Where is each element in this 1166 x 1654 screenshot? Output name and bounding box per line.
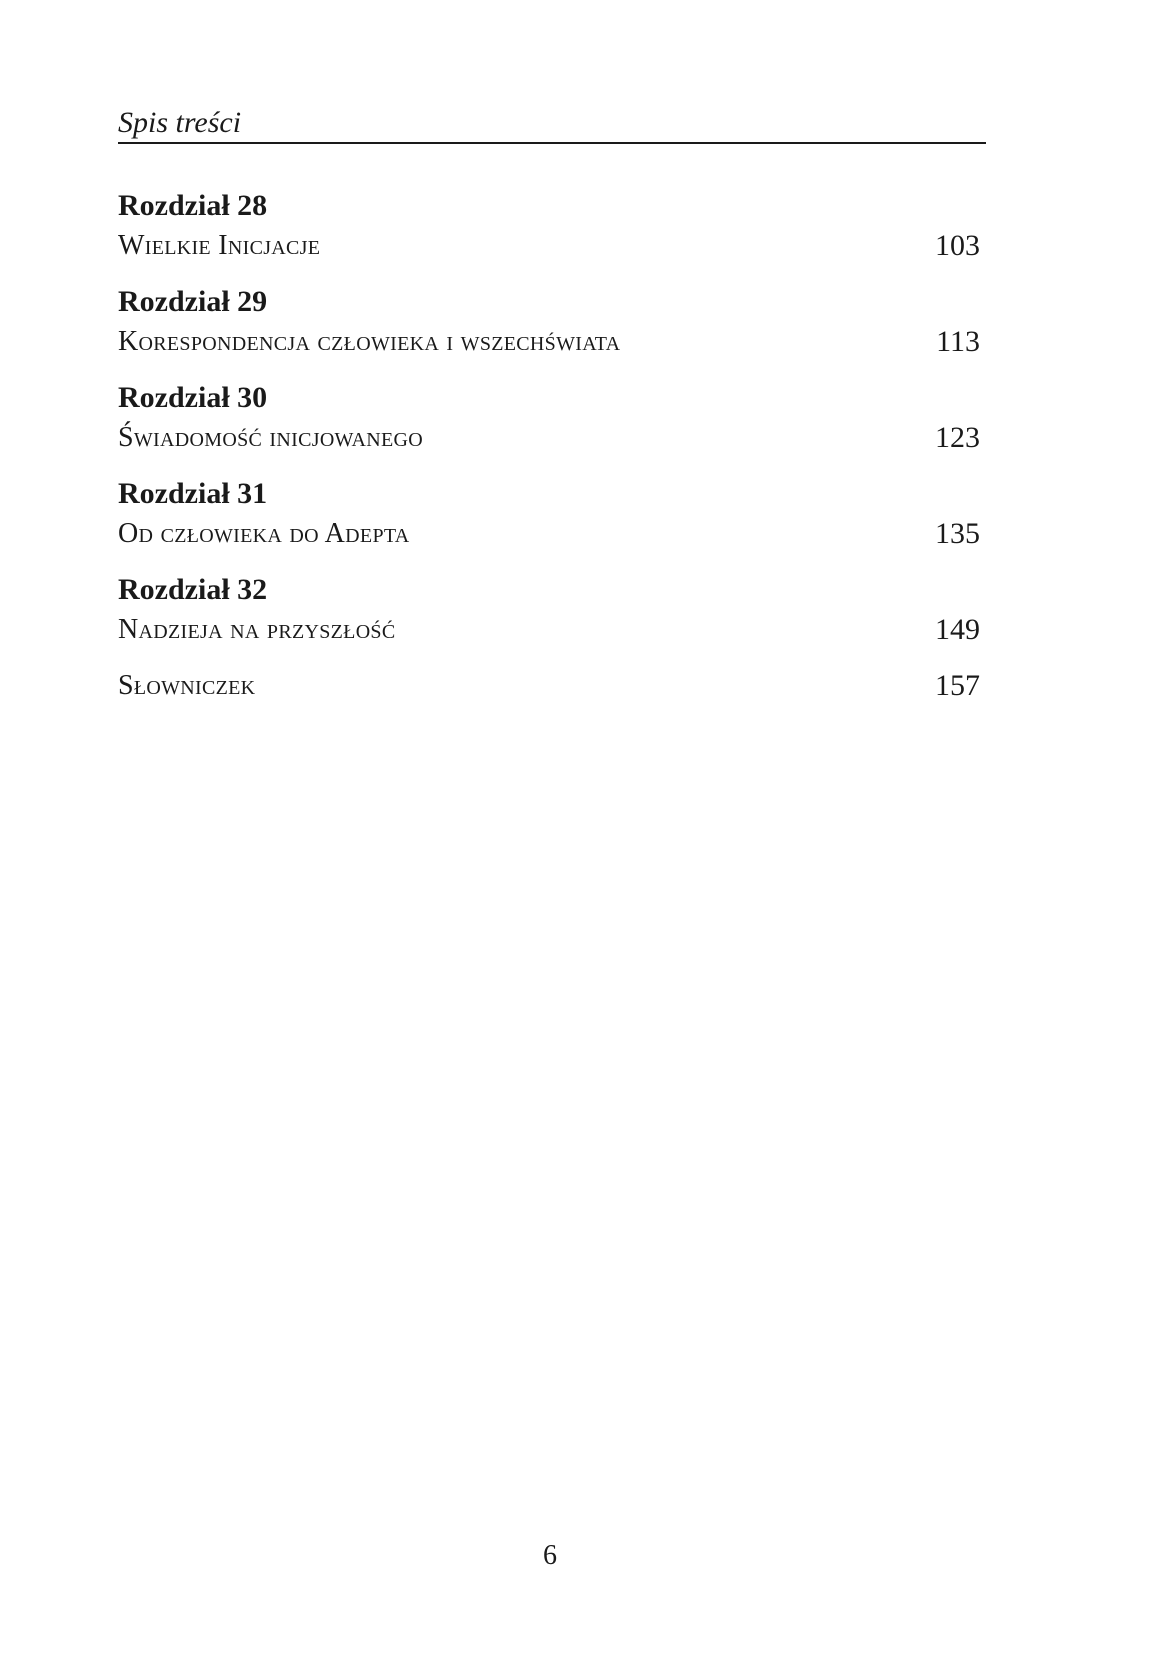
chapter-label: Rozdział 29 (118, 285, 268, 318)
chapter-label: Rozdział 31 (118, 477, 268, 510)
toc-entry (118, 474, 980, 554)
toc-entry (118, 282, 980, 362)
running-header (118, 104, 986, 144)
table-of-contents (118, 186, 980, 722)
page-number: 103 (935, 229, 980, 262)
toc-entry (118, 570, 980, 650)
toc-entry-row (118, 418, 980, 458)
toc-entry (118, 186, 980, 266)
running-header-title: Spis treści (118, 106, 242, 139)
glossary-title: Słowniczek (118, 670, 256, 701)
page-number: 157 (935, 669, 980, 702)
chapter-label: Rozdział 32 (118, 573, 268, 606)
chapter-title: Korespondencja człowieka i wszechświata (118, 326, 621, 357)
toc-entry-row (118, 322, 980, 362)
toc-entry-row (118, 226, 980, 266)
toc-entry-row (118, 666, 980, 706)
folio-page-number: 6 (543, 1540, 557, 1571)
toc-entry-glossary (118, 666, 980, 706)
toc-entry (118, 378, 980, 458)
chapter-title: Świadomość inicjowanego (118, 422, 424, 453)
toc-entry-row (118, 610, 980, 650)
toc-entry-row (118, 514, 980, 554)
page-number: 135 (935, 517, 980, 550)
chapter-label: Rozdział 28 (118, 189, 268, 222)
chapter-title: Od człowieka do Adepta (118, 518, 410, 549)
page-number: 123 (935, 421, 980, 454)
chapter-label: Rozdział 30 (118, 381, 268, 414)
page-number: 149 (935, 613, 980, 646)
chapter-title: Wielkie Inicjacje (118, 230, 321, 261)
page-number: 113 (936, 325, 980, 358)
chapter-title: Nadzieja na przyszłość (118, 614, 396, 645)
